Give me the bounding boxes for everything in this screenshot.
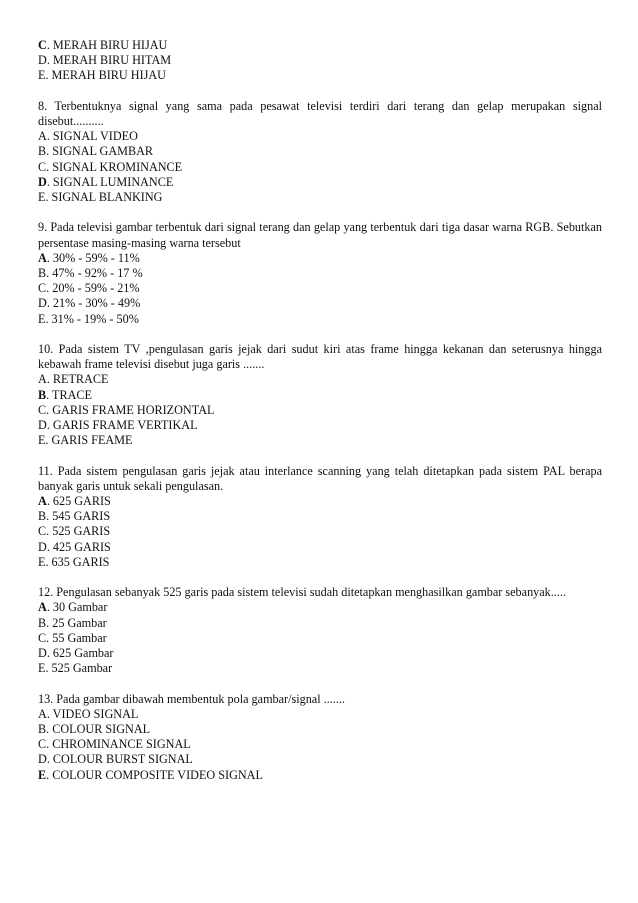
- option-c: [38, 403, 602, 418]
- option-d: [38, 646, 602, 661]
- option-letter: C: [38, 281, 47, 296]
- option-letter: E: [38, 190, 46, 205]
- option-text: . SIGNAL BLANKING: [45, 190, 163, 205]
- option-text: . COLOUR BURST SIGNAL: [46, 752, 193, 767]
- question-8: [38, 99, 602, 205]
- option-letter: B: [38, 615, 47, 630]
- option-a: [38, 707, 602, 722]
- option-b: [38, 388, 602, 403]
- option-d: [38, 540, 602, 555]
- option-text: . 625 Gambar: [46, 646, 114, 661]
- question-text: 9. Pada televisi gambar terbentuk dari signal terang dan gelap yang terbentuk dari tiga dasar warna RGB. Sebutkan persentase masing-masing warna tersebut: [38, 220, 602, 250]
- option-letter: D: [38, 296, 47, 311]
- option-a: [38, 129, 602, 144]
- option-text: . 30 Gambar: [46, 600, 108, 615]
- option-letter: C: [38, 524, 47, 539]
- option-e: [38, 68, 602, 83]
- option-c: [38, 38, 602, 53]
- option-text: . TRACE: [46, 387, 92, 402]
- question-text: 10. Pada sistem TV ,pengulasan garis jejak dari sudut kiri atas frame hingga kekanan dan seterusnya hingga kebawah frame televisi disebut juga garis .......: [38, 342, 602, 372]
- option-text: . 525 GARIS: [46, 524, 111, 539]
- question-text: 8. Terbentuknya signal yang sama pada pesawat televisi terdiri dari terang dan gelap merupakan signal disebut..........: [38, 98, 602, 128]
- option-letter: E: [38, 68, 46, 83]
- option-text: . 55 Gambar: [46, 630, 107, 645]
- option-b: [38, 509, 602, 524]
- option-letter: B: [38, 509, 47, 524]
- option-letter: A: [38, 600, 47, 615]
- option-letter: C: [38, 38, 47, 52]
- option-letter: A: [38, 494, 47, 509]
- option-text: . SIGNAL GAMBAR: [46, 144, 154, 159]
- option-text: . SIGNAL LUMINANCE: [46, 174, 174, 189]
- option-d: [38, 418, 602, 433]
- option-letter: C: [38, 402, 47, 417]
- option-e: [38, 190, 602, 205]
- option-text: . MERAH BIRU HIJAU: [46, 38, 168, 52]
- option-letter: A: [38, 129, 47, 144]
- option-text: . SIGNAL KROMINANCE: [46, 159, 183, 174]
- option-a: [38, 372, 602, 387]
- option-a: [38, 251, 602, 266]
- option-text: . MERAH BIRU HIJAU: [45, 68, 166, 83]
- option-letter: C: [38, 630, 47, 645]
- question-text: 12. Pengulasan sebanyak 525 garis pada sistem televisi sudah ditetapkan menghasilkan gambar sebanyak.....: [38, 585, 566, 600]
- option-text: . 21% - 30% - 49%: [46, 296, 141, 311]
- option-text: . 20% - 59% - 21%: [46, 281, 140, 296]
- option-letter: E: [38, 433, 46, 448]
- option-letter: C: [38, 159, 47, 174]
- option-text: . 31% - 19% - 50%: [45, 311, 139, 326]
- option-letter: B: [38, 722, 47, 737]
- question-10: [38, 342, 602, 448]
- option-d: [38, 752, 602, 767]
- question-text: 11. Pada sistem pengulasan garis jejak atau interlance scanning yang telah ditetapkan pada sistem PAL berapa banyak garis untuk sekali pengulasan.: [38, 463, 602, 493]
- option-d: [38, 175, 602, 190]
- option-letter: D: [38, 646, 47, 661]
- option-d: [38, 296, 602, 311]
- option-text: . CHROMINANCE SIGNAL: [46, 737, 191, 752]
- question-12: [38, 585, 602, 676]
- option-b: [38, 722, 602, 737]
- option-e: [38, 312, 602, 327]
- option-letter: A: [38, 372, 47, 387]
- option-letter: D: [38, 174, 47, 189]
- option-b: [38, 266, 602, 281]
- option-letter: D: [38, 539, 47, 554]
- question-text: 13. Pada gambar dibawah membentuk pola gambar/signal .......: [38, 691, 345, 706]
- option-text: . COLOUR SIGNAL: [46, 722, 151, 737]
- option-c: [38, 631, 602, 646]
- option-text: . SIGNAL VIDEO: [46, 129, 138, 144]
- option-text: . 30% - 59% - 11%: [46, 250, 140, 265]
- option-letter: E: [38, 554, 46, 569]
- option-text: . 525 Gambar: [45, 661, 113, 676]
- option-text: . RETRACE: [46, 372, 109, 387]
- option-b: [38, 616, 602, 631]
- option-text: . GARIS FEAME: [45, 433, 133, 448]
- option-text: . GARIS FRAME VERTIKAL: [46, 418, 198, 433]
- question-9: [38, 220, 602, 326]
- option-letter: B: [38, 387, 47, 402]
- option-letter: D: [38, 418, 47, 433]
- option-text: . 25 Gambar: [46, 615, 107, 630]
- option-c: [38, 160, 602, 175]
- option-c: [38, 737, 602, 752]
- option-c: [38, 281, 602, 296]
- option-e: [38, 661, 602, 676]
- option-letter: E: [38, 661, 46, 676]
- option-e: [38, 555, 602, 570]
- option-b: [38, 144, 602, 159]
- option-text: . VIDEO SIGNAL: [46, 706, 139, 721]
- option-text: . 545 GARIS: [46, 509, 111, 524]
- option-d: [38, 53, 602, 68]
- option-text: . 425 GARIS: [46, 539, 111, 554]
- option-text: . COLOUR COMPOSITE VIDEO SIGNAL: [46, 767, 263, 782]
- option-e: [38, 768, 602, 783]
- option-text: . GARIS FRAME HORIZONTAL: [46, 402, 215, 417]
- option-letter: B: [38, 266, 47, 281]
- option-letter: A: [38, 706, 47, 721]
- option-letter: D: [38, 53, 47, 68]
- option-letter: B: [38, 144, 47, 159]
- option-letter: E: [38, 767, 47, 782]
- option-text: . 635 GARIS: [45, 554, 110, 569]
- option-letter: C: [38, 737, 47, 752]
- option-c: [38, 524, 602, 539]
- option-letter: E: [38, 311, 46, 326]
- question-13: [38, 692, 602, 783]
- option-text: . MERAH BIRU HITAM: [46, 53, 172, 68]
- option-text: . 47% - 92% - 17 %: [46, 266, 143, 281]
- option-letter: A: [38, 250, 47, 265]
- top-options: [38, 38, 602, 84]
- option-e: [38, 433, 602, 448]
- option-text: . 625 GARIS: [46, 494, 111, 509]
- option-letter: D: [38, 752, 47, 767]
- option-a: [38, 494, 602, 509]
- question-11: [38, 464, 602, 570]
- option-a: [38, 600, 602, 615]
